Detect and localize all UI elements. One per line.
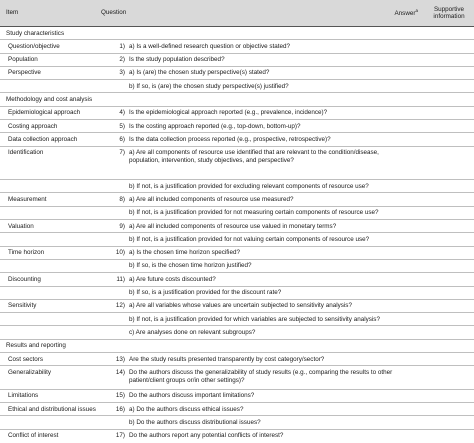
header-supportive-line1: Supportive [433,5,465,13]
table-row [0,133,474,146]
question-cell: Is the epidemiological approach reported (e.g., prevalence, incidence)? [129,109,328,117]
question-cell: Is the data collection process reported (e.g., prospective, retrospective)? [129,135,331,143]
number-cell: 2) [119,56,125,64]
question-cell: a) Is (are) the chosen study perspective(s) stated? [129,69,270,77]
number-cell: 3) [119,69,125,77]
item-cell: Time horizon [8,249,45,257]
table-row [0,313,474,326]
item-cell: Cost sectors [8,355,43,363]
table-row [0,287,474,300]
question-cell: b) If not, is a justification provided for which variables are subjected to sensitivity analysis? [129,315,380,323]
table-row [0,273,474,286]
question-cell: c) Are analyses done on relevant subgroups? [129,328,256,336]
header-answer-label: Answer [394,10,416,18]
table-row [0,120,474,133]
question-cell: b) If not, is a justification provided for not measuring certain components of resource use? [129,209,379,217]
table-row [0,326,474,339]
table-row [0,300,474,313]
table-row [0,353,474,366]
number-cell: 9) [119,222,125,230]
table-row [0,366,474,390]
header-supportive-information [426,6,474,20]
table-row [0,193,474,206]
section-title: Results and reporting [6,342,66,350]
section-title: Study characteristics [6,29,65,37]
item-cell: Question/objective [8,42,60,50]
table-row [0,40,474,53]
question-cell: b) If not, is a justification provided for not valuing certain components of resource use? [129,235,370,243]
item-cell: Population [8,56,38,64]
header-item: Item [6,9,19,17]
question-cell: a) Is the chosen time horizon specified? [129,249,240,257]
item-cell: Epidemiological approach [8,109,81,117]
item-cell: Sensitivity [8,302,37,310]
item-cell: Valuation [8,222,34,230]
table-row [0,247,474,260]
table-row [0,54,474,67]
number-cell: 1) [119,42,125,50]
section-row [0,27,474,40]
table-row [0,260,474,273]
question-cell: b) If so, is a justification provided for the discount rate? [129,289,282,297]
table-row [0,207,474,220]
section-row [0,93,474,106]
question-cell: Do the authors discuss important limitations? [129,392,255,400]
question-cell: a) Do the authors discuss ethical issues? [129,405,244,413]
question-cell: a) Are all included components of resource use measured? [129,195,294,203]
item-cell: Measurement [8,195,47,203]
header-answer [394,8,426,18]
number-cell: 5) [119,122,125,130]
number-cell: 11) [116,275,125,283]
table-row [0,403,474,416]
header-answer-footnote-mark: a [415,8,418,14]
header-question: Question [101,9,127,17]
table-row [0,67,474,80]
number-cell: 10) [115,249,125,257]
question-cell: Do the authors discuss the generalizability of study results (e.g., comparing the results to other patient/client groups or/in other settings)? [129,368,393,384]
item-cell: Ethical and distributional issues [8,405,96,413]
question-cell: b) If so, is the chosen time horizon justified? [129,262,252,270]
question-cell: Is the costing approach reported (e.g., top-down, bottom-up)? [129,122,301,130]
item-cell: Costing approach [8,122,58,130]
item-cell: Discounting [8,275,41,283]
question-cell: a) Are future costs discounted? [129,275,216,283]
table-row [0,220,474,233]
question-cell: a) Is a well-defined research question or objective stated? [129,42,291,50]
table-row [0,430,474,443]
question-cell: Do the authors report any potential conflicts of interest? [129,432,284,440]
item-cell: Conflict of interest [8,432,59,440]
question-cell: b) If not, is a justification provided for excluding relevant components of resource use? [129,182,369,190]
item-cell: Identification [8,149,44,157]
table-header [0,0,474,27]
number-cell: 17) [115,432,125,440]
item-cell: Generalizability [8,368,52,376]
number-cell: 13) [115,355,125,363]
table-row [0,416,474,429]
question-cell: a) Are all variables whose values are uncertain subjected to sensitivity analysis? [129,302,352,310]
number-cell: 6) [119,135,125,143]
question-cell: Are the study results presented transparently by cost category/sector? [129,355,325,363]
item-cell: Perspective [8,69,41,77]
number-cell: 14) [115,368,125,376]
question-cell: b) If so, is (are) the chosen study perspective(s) justified? [129,82,289,90]
header-supportive-line2: information [433,13,465,20]
number-cell: 12) [115,302,125,310]
number-cell: 15) [115,392,125,400]
table-row [0,180,474,193]
table-row [0,107,474,120]
table-row [0,233,474,246]
question-cell: b) Do the authors discuss distributional issues? [129,418,261,426]
table-row [0,80,474,93]
table-row [0,390,474,403]
section-row [0,340,474,353]
number-cell: 7) [119,149,125,157]
number-cell: 16) [115,405,125,413]
question-cell: a) Are all included components of resource use valued in monetary terms? [129,222,337,230]
section-title: Methodology and cost analysis [6,95,93,103]
number-cell: 8) [119,195,125,203]
question-cell: Is the study population described? [129,56,225,64]
item-cell: Data collection approach [8,135,78,143]
number-cell: 4) [119,109,125,117]
table-row [0,147,474,181]
question-cell: a) Are all components of resource use identified that are relevant to the condition/disease, population, intervention, study objectives, and perspective? [129,149,379,164]
item-cell: Limitations [8,392,39,400]
